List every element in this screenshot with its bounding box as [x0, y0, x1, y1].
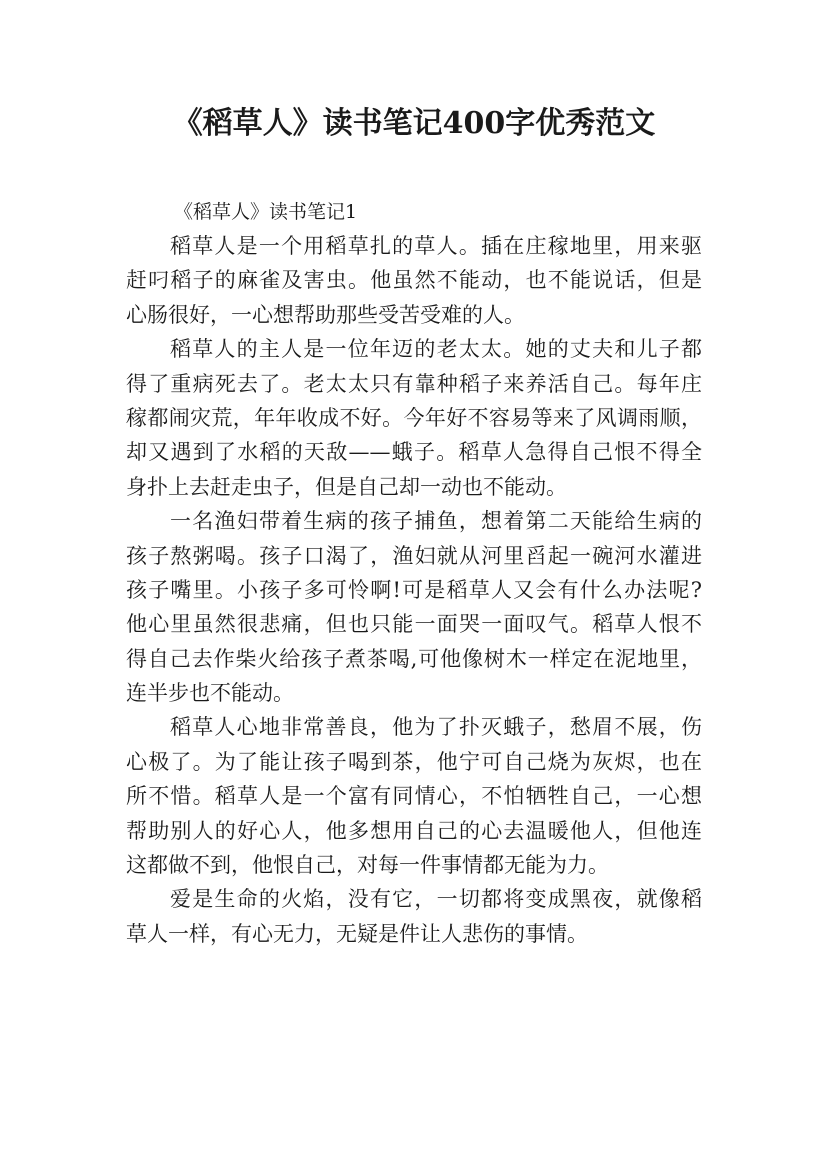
paragraph — [126, 229, 702, 332]
paragraph-line: 心肠很好，一心想帮助那些受苦受难的人。 — [126, 302, 525, 327]
paragraph-line: 孩子嘴里。小孩子多可怜啊!可是稻草人又会有什么办法呢? — [126, 577, 702, 602]
section-heading: 《稻草人》读书笔记1 — [174, 201, 358, 223]
paragraph-line: 得了重病死去了。老太太只有靠种稻子来养活自己。每年庄 — [126, 371, 702, 396]
document-body — [126, 195, 702, 951]
paragraph-line: 身扑上去赶走虫子，但是自己却一动也不能动。 — [126, 474, 567, 499]
paragraph-line: 孩子熬粥喝。孩子口渴了，渔妇就从河里舀起一碗河水灌进 — [126, 543, 702, 568]
paragraph — [126, 504, 702, 710]
paragraph-line: 这都做不到，他恨自己，对每一件事情都无能为力。 — [126, 853, 609, 878]
paragraph-line: 一名渔妇带着生病的孩子捕鱼，想着第二天能给生病的 — [170, 509, 702, 534]
document-title: 《稻草人》读书笔记400字优秀范文 — [172, 106, 656, 141]
paragraph-line: 赶叼稻子的麻雀及害虫。他虽然不能动，也不能说话，但是 — [126, 268, 702, 293]
paragraph-line: 帮助别人的好心人，他多想用自己的心去温暖他人，但他连 — [126, 818, 702, 843]
paragraph — [126, 882, 702, 951]
paragraph-line: 得自己去作柴火给孩子煮茶喝,可他像树木一样定在泥地里， — [126, 646, 702, 671]
paragraph-line: 所不惜。稻草人是一个富有同情心，不怕牺牲自己，一心想 — [126, 784, 702, 809]
paragraph-line: 心极了。为了能让孩子喝到茶，他宁可自己烧为灰烬，也在 — [126, 749, 702, 774]
paragraph-list — [126, 229, 702, 951]
paragraph-line: 稻草人是一个用稻草扎的草人。插在庄稼地里，用来驱 — [170, 234, 702, 258]
paragraph — [126, 332, 702, 504]
paragraph-line: 稼都闹灾荒，年年收成不好。今年好不容易等来了风调雨顺， — [126, 405, 702, 430]
paragraph — [126, 710, 702, 882]
paragraph-line: 他心里虽然很悲痛，但也只能一面哭一面叹气。稻草人恨不 — [126, 612, 702, 637]
paragraph-line: 稻草人的主人是一位年迈的老太太。她的丈夫和儿子都 — [170, 337, 702, 362]
paragraph-line: 草人一样，有心无力，无疑是件让人悲伤的事情。 — [126, 921, 588, 946]
paragraph-line: 却又遇到了水稻的天敌——蛾子。稻草人急得自己恨不得全 — [126, 440, 702, 465]
paragraph-line: 连半步也不能动。 — [126, 681, 294, 706]
paragraph-line: 稻草人心地非常善良，他为了扑灭蛾子，愁眉不展，伤 — [170, 715, 702, 740]
paragraph-line: 爱是生命的火焰，没有它，一切都将变成黑夜，就像稻 — [170, 887, 702, 912]
